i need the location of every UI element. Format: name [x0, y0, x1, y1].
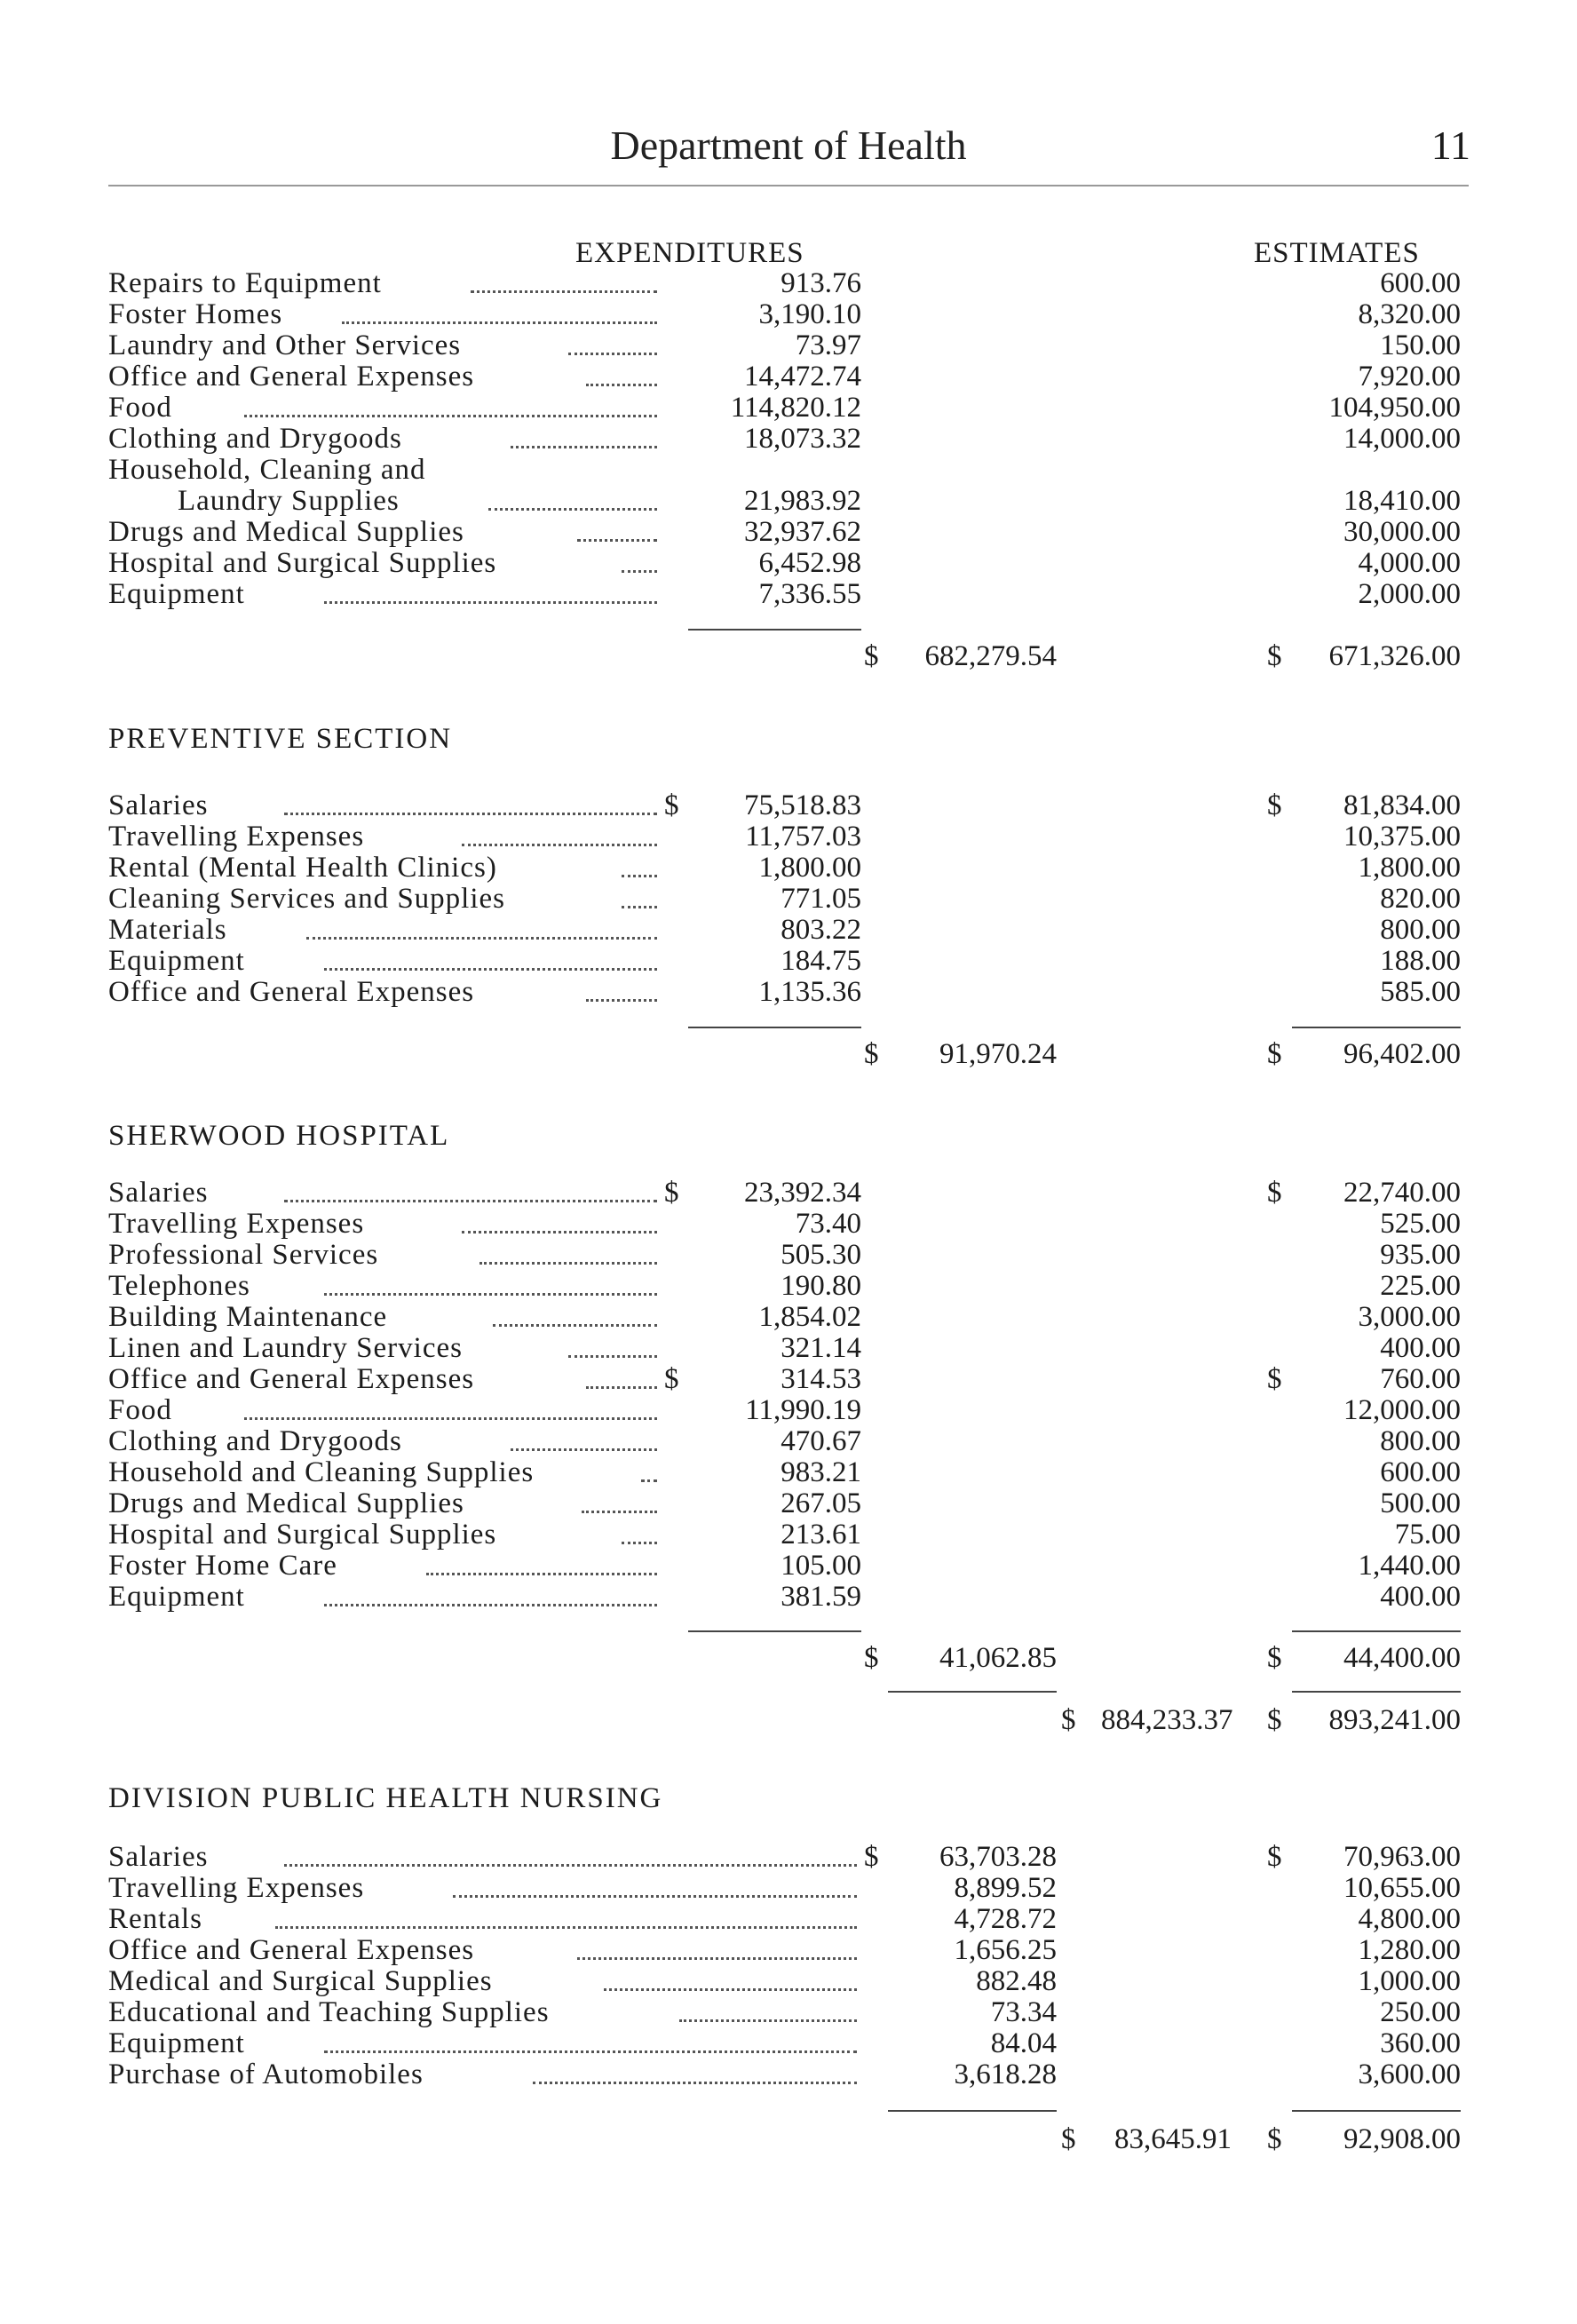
subtotal-rule	[688, 629, 861, 631]
sherwood-total-exp: 41,062.85	[939, 1642, 1057, 1674]
table-row-label: Foster Home Care	[108, 1550, 337, 1582]
table-row-est: 12,000.00	[1343, 1394, 1461, 1426]
table-row-exp: 73.97	[795, 329, 861, 361]
table-row-est: 3,600.00	[1358, 2058, 1461, 2090]
table-row-est: 14,000.00	[1343, 423, 1461, 455]
currency-sign: $	[864, 1642, 879, 1674]
currency-sign: $	[664, 1177, 679, 1209]
table-row-est: 1,800.00	[1358, 852, 1461, 884]
table-row-label: Household, Cleaning and	[108, 454, 426, 486]
table-row-est: 600.00	[1380, 1456, 1461, 1488]
table-row-exp: 1,800.00	[758, 852, 861, 884]
table-row-label: Medical and Surgical Supplies	[108, 1965, 493, 1997]
currency-sign: $	[1267, 1704, 1282, 1736]
table-row-label: Linen and Laundry Services	[108, 1332, 463, 1364]
nursing-total-exp: 83,645.91	[1114, 2123, 1232, 2155]
table-row-exp: 23,392.34	[744, 1177, 861, 1209]
currency-sign: $	[1267, 1177, 1282, 1209]
estimates-header: ESTIMATES	[1254, 237, 1420, 269]
section-heading: SHERWOOD HOSPITAL	[108, 1120, 450, 1152]
table-row-exp: 11,757.03	[745, 821, 861, 853]
table-row-exp: 63,703.28	[939, 1841, 1057, 1873]
table-row-label: Travelling Expenses	[108, 821, 365, 853]
subtotal-rule	[1292, 1027, 1461, 1028]
table-row-label: Food	[108, 1394, 172, 1426]
table-row-est: 800.00	[1380, 914, 1461, 946]
page-title: Department of Health	[610, 123, 967, 168]
table-row-exp: 8,899.52	[954, 1872, 1057, 1904]
table-row-est: 1,000.00	[1358, 1965, 1461, 1997]
table-row-est: 600.00	[1380, 267, 1461, 299]
table-row-exp: 11,990.19	[745, 1394, 861, 1426]
table-row-label: Salaries	[108, 1841, 209, 1873]
currency-sign: $	[1267, 1841, 1282, 1873]
table-row-label: Salaries	[108, 1177, 209, 1209]
table-row-exp: 267.05	[781, 1487, 861, 1519]
table-row-label: Clothing and Drygoods	[108, 423, 402, 455]
table-row-label: Building Maintenance	[108, 1301, 388, 1333]
table-row-exp: 314.53	[781, 1363, 861, 1395]
table-row-label: Office and General Expenses	[108, 1934, 475, 1966]
table-row-label: Office and General Expenses	[108, 361, 475, 393]
table-row-exp: 4,728.72	[954, 1903, 1057, 1935]
table-row-label: Repairs to Equipment	[108, 267, 382, 299]
table-row-exp: 321.14	[781, 1332, 861, 1364]
subtotal-rule	[1292, 1630, 1461, 1632]
table-row-label: Materials	[108, 914, 227, 946]
table-row-label: Travelling Expenses	[108, 1872, 365, 1904]
table-row-exp: 803.22	[781, 914, 861, 946]
table-row-est: 820.00	[1380, 883, 1461, 915]
currency-sign: $	[864, 1038, 879, 1070]
table-row-label: Rental (Mental Health Clinics)	[108, 852, 497, 884]
table-row-est: 10,655.00	[1343, 1872, 1461, 1904]
currency-sign: $	[1061, 1704, 1076, 1736]
table-row-exp: 771.05	[781, 883, 861, 915]
table-row-exp: 1,656.25	[954, 1934, 1057, 1966]
table-row-label: Hospital and Surgical Supplies	[108, 547, 497, 579]
table-row-est: 225.00	[1380, 1270, 1461, 1302]
sherwood-total-est: 44,400.00	[1343, 1642, 1461, 1674]
table-row-exp: 18,073.32	[744, 423, 861, 455]
grand-total-rule	[1292, 1691, 1461, 1693]
table-row-label: Telephones	[108, 1270, 250, 1302]
table-row-exp: 184.75	[781, 945, 861, 977]
table-row-est: 75.00	[1394, 1519, 1461, 1551]
table-row-label: Laundry and Other Services	[108, 329, 462, 361]
table-row-est: 4,000.00	[1358, 547, 1461, 579]
block1-total-exp: 682,279.54	[924, 640, 1057, 672]
table-row-est: 22,740.00	[1343, 1177, 1461, 1209]
table-row-label: Office and General Expenses	[108, 976, 475, 1008]
table-row-est: 150.00	[1380, 329, 1461, 361]
table-row-est: 250.00	[1380, 1996, 1461, 2028]
table-row-est: 3,000.00	[1358, 1301, 1461, 1333]
table-row-est: 7,920.00	[1358, 361, 1461, 393]
currency-sign: $	[1061, 2123, 1076, 2155]
table-row-exp: 73.34	[990, 1996, 1057, 2028]
table-row-exp: 105.00	[781, 1550, 861, 1582]
preventive-total-est: 96,402.00	[1343, 1038, 1461, 1070]
table-row-label: Travelling Expenses	[108, 1208, 365, 1240]
table-row-est: 935.00	[1380, 1239, 1461, 1271]
expenditures-header: EXPENDITURES	[575, 237, 804, 269]
preventive-total-exp: 91,970.24	[939, 1038, 1057, 1070]
table-row-label: Drugs and Medical Supplies	[108, 516, 464, 548]
page-number: 11	[1430, 123, 1470, 168]
table-row-exp: 3,190.10	[758, 298, 861, 330]
subtotal-rule	[1292, 2110, 1461, 2112]
table-row-label: Purchase of Automobiles	[108, 2058, 424, 2090]
table-row-est: 400.00	[1380, 1581, 1461, 1613]
table-row-label: Equipment	[108, 2027, 245, 2059]
table-row-exp: 505.30	[781, 1239, 861, 1271]
table-row-exp: 983.21	[781, 1456, 861, 1488]
table-row-est: 70,963.00	[1343, 1841, 1461, 1873]
table-row-est: 81,834.00	[1343, 789, 1461, 821]
table-row-exp: 84.04	[990, 2027, 1057, 2059]
table-row-exp: 114,820.12	[730, 392, 861, 424]
table-row-est: 104,950.00	[1328, 392, 1461, 424]
table-row-exp: 21,983.92	[744, 485, 861, 517]
currency-sign: $	[1267, 789, 1282, 821]
header-rule	[108, 185, 1469, 186]
subtotal-rule	[688, 1630, 861, 1632]
table-row-est: 800.00	[1380, 1425, 1461, 1457]
table-row-exp: 1,135.36	[758, 976, 861, 1008]
table-row-est: 10,375.00	[1343, 821, 1461, 853]
table-row-label: Salaries	[108, 789, 209, 821]
table-row-est: 8,320.00	[1358, 298, 1461, 330]
section-heading: DIVISION PUBLIC HEALTH NURSING	[108, 1782, 663, 1814]
table-row-label: Foster Homes	[108, 298, 283, 330]
table-row-exp: 32,937.62	[744, 516, 861, 548]
table-row-exp: 6,452.98	[758, 547, 861, 579]
table-row-exp: 73.40	[795, 1208, 861, 1240]
table-row-exp: 913.76	[781, 267, 861, 299]
table-row-est: 30,000.00	[1343, 516, 1461, 548]
table-row-est: 500.00	[1380, 1487, 1461, 1519]
table-row-exp: 7,336.55	[758, 578, 861, 610]
grand-total-est: 893,241.00	[1328, 1704, 1461, 1736]
table-row-exp: 470.67	[781, 1425, 861, 1457]
table-row-exp: 882.48	[976, 1965, 1057, 1997]
table-row-label: Professional Services	[108, 1239, 379, 1271]
currency-sign: $	[1267, 1038, 1282, 1070]
table-row-label: Laundry Supplies	[178, 485, 400, 517]
table-row-label: Rentals	[108, 1903, 202, 1935]
table-row-est: 360.00	[1380, 2027, 1461, 2059]
table-row-exp: 3,618.28	[954, 2058, 1057, 2090]
table-row-est: 1,440.00	[1358, 1550, 1461, 1582]
table-row-label: Equipment	[108, 1581, 245, 1613]
grand-total-rule	[888, 1691, 1057, 1693]
table-row-exp: 213.61	[781, 1519, 861, 1551]
table-row-exp: 1,854.02	[758, 1301, 861, 1333]
table-row-exp: 75,518.83	[744, 789, 861, 821]
table-row-label: Hospital and Surgical Supplies	[108, 1519, 497, 1551]
subtotal-rule	[888, 2110, 1057, 2112]
table-row-est: 2,000.00	[1358, 578, 1461, 610]
section-heading: PREVENTIVE SECTION	[108, 723, 453, 755]
table-row-exp: 14,472.74	[744, 361, 861, 393]
table-row-label: Equipment	[108, 578, 245, 610]
table-row-label: Cleaning Services and Supplies	[108, 883, 506, 915]
table-row-est: 585.00	[1380, 976, 1461, 1008]
currency-sign: $	[1267, 1642, 1282, 1674]
table-row-est: 400.00	[1380, 1332, 1461, 1364]
table-row-label: Drugs and Medical Supplies	[108, 1487, 464, 1519]
grand-total-exp: 884,233.37	[1101, 1704, 1233, 1736]
currency-sign: $	[664, 1363, 679, 1395]
table-row-est: 525.00	[1380, 1208, 1461, 1240]
currency-sign: $	[1267, 640, 1282, 672]
table-row-est: 760.00	[1380, 1363, 1461, 1395]
currency-sign: $	[864, 640, 879, 672]
table-row-exp: 190.80	[781, 1270, 861, 1302]
currency-sign: $	[1267, 2123, 1282, 2155]
table-row-est: 1,280.00	[1358, 1934, 1461, 1966]
table-row-label: Household and Cleaning Supplies	[108, 1456, 535, 1488]
table-row-exp: 381.59	[781, 1581, 861, 1613]
table-row-est: 188.00	[1380, 945, 1461, 977]
table-row-est: 18,410.00	[1343, 485, 1461, 517]
table-row-label: Equipment	[108, 945, 245, 977]
nursing-total-est: 92,908.00	[1343, 2123, 1461, 2155]
table-row-label: Food	[108, 392, 172, 424]
table-row-label: Educational and Teaching Supplies	[108, 1996, 550, 2028]
currency-sign: $	[1267, 1363, 1282, 1395]
subtotal-rule	[688, 1027, 861, 1028]
currency-sign: $	[664, 789, 679, 821]
table-row-label: Clothing and Drygoods	[108, 1425, 402, 1457]
table-row-label: Office and General Expenses	[108, 1363, 475, 1395]
currency-sign: $	[864, 1841, 879, 1873]
block1-total-est: 671,326.00	[1328, 640, 1461, 672]
table-row-est: 4,800.00	[1358, 1903, 1461, 1935]
